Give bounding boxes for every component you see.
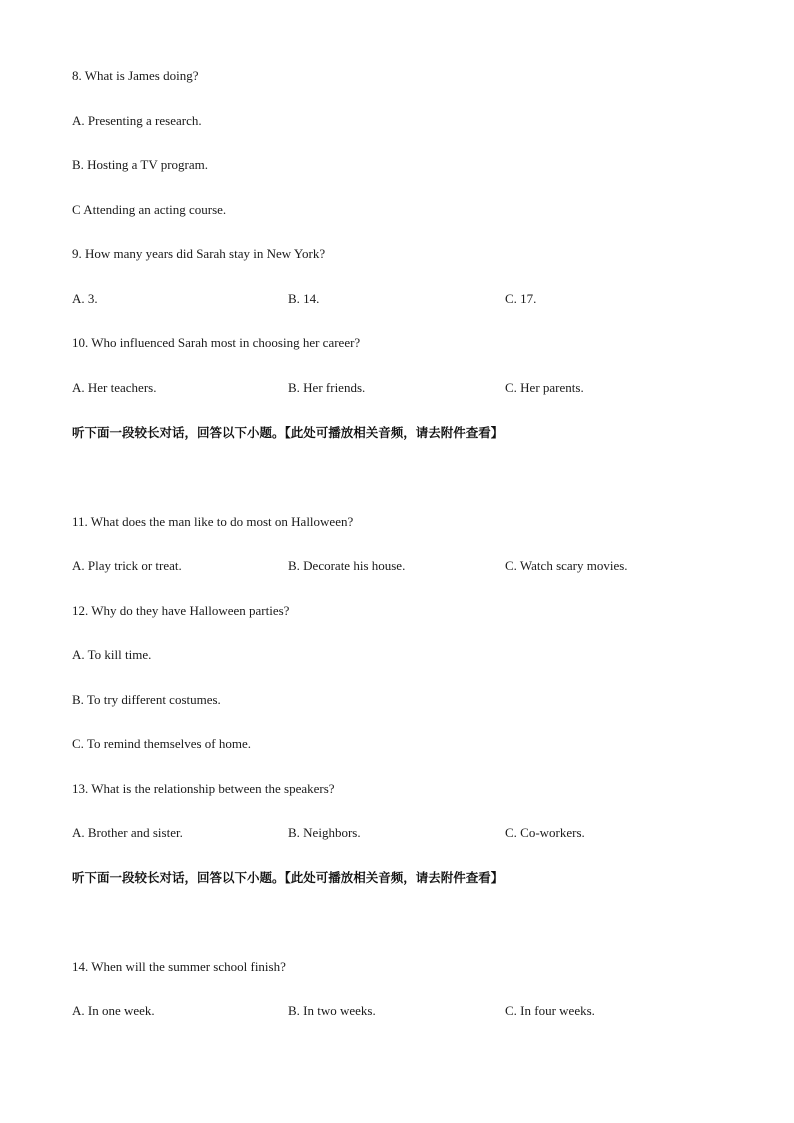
answer-option: B. Hosting a TV program. xyxy=(72,157,209,172)
question-stem: 12. Why do they have Halloween parties? xyxy=(72,603,290,618)
answer-option: C. Co-workers. xyxy=(505,825,585,840)
answer-option: C. In four weeks. xyxy=(505,1003,595,1018)
answer-option: B. Decorate his house. xyxy=(288,558,406,573)
answer-option: A. To kill time. xyxy=(72,647,152,662)
question-stem: 8. What is James doing? xyxy=(72,68,199,83)
question-stem: 14. When will the summer school finish? xyxy=(72,959,286,974)
answer-option: C. To remind themselves of home. xyxy=(72,736,252,751)
answer-option: B. To try different costumes. xyxy=(72,692,221,707)
answer-option: B. 14. xyxy=(288,291,320,306)
answer-option: A. In one week. xyxy=(72,1003,155,1018)
answer-option: C. 17. xyxy=(505,291,537,306)
question-stem: 13. What is the relationship between the speakers? xyxy=(72,781,335,796)
listening-instruction: 听下面一段较长对话，回答以下小题。【此处可播放相关音频，请去附件查看】 xyxy=(72,870,504,885)
answer-option: C Attending an acting course. xyxy=(72,202,227,217)
question-stem: 10. Who influenced Sarah most in choosing her career? xyxy=(72,335,361,350)
answer-option: B. Her friends. xyxy=(288,380,366,395)
answer-option: A. Her teachers. xyxy=(72,380,157,395)
answer-option: C. Her parents. xyxy=(505,380,584,395)
question-stem: 11. What does the man like to do most on Halloween? xyxy=(72,514,354,529)
listening-instruction: 听下面一段较长对话，回答以下小题。【此处可播放相关音频，请去附件查看】 xyxy=(72,425,504,440)
answer-option: B. In two weeks. xyxy=(288,1003,376,1018)
answer-option: A. Brother and sister. xyxy=(72,825,183,840)
answer-option: A. Play trick or treat. xyxy=(72,558,182,573)
question-stem: 9. How many years did Sarah stay in New York? xyxy=(72,246,326,261)
answer-option: A. 3. xyxy=(72,291,98,306)
answer-option: B. Neighbors. xyxy=(288,825,361,840)
answer-option: A. Presenting a research. xyxy=(72,113,202,128)
answer-option: C. Watch scary movies. xyxy=(505,558,628,573)
